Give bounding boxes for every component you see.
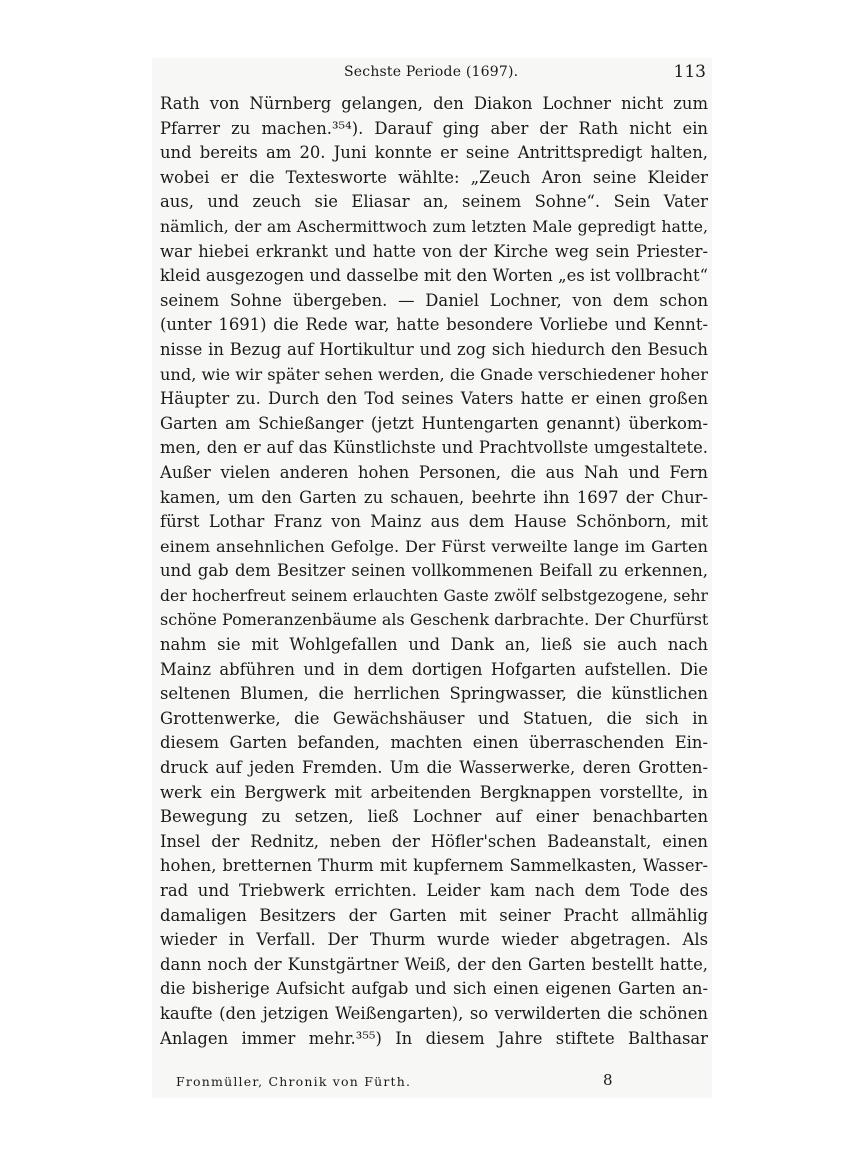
text-line: Grottenwerke, die Gewächshäuser und Statuen, die sich in <box>160 708 708 728</box>
text-line: die bisherige Aufsicht aufgab und sich einen eigenen Garten an- <box>160 979 708 999</box>
running-title: Sechste Periode (1697). <box>344 64 519 80</box>
page-number: 113 <box>673 62 706 82</box>
text-line: Rath von Nürnberg gelangen, den Diakon Lochner nicht zum <box>160 94 708 113</box>
text-line: schöne Pomeranzenbäume als Geschenk darbrachte. Der Churfürst <box>160 610 708 630</box>
text-line: Außer vielen anderen hohen Personen, die aus Nah und Fern <box>160 462 708 482</box>
text-line: kleid ausgezogen und dasselbe mit den Worten „es ist vollbracht“ <box>160 266 708 286</box>
text-line: der hocherfreut seinem erlauchten Gaste zwölf selbstgezogene, sehr <box>160 586 708 605</box>
text-line: Bewegung zu setzen, ließ Lochner auf einer benachbarten <box>160 807 708 827</box>
text-line: einem ansehnlichen Gefolge. Der Fürst verweilte lange im Garten <box>160 536 708 556</box>
text-line: seltenen Blumen, die herrlichen Springwasser, die künstlichen <box>160 684 708 704</box>
text-line: nahm sie mit Wohlgefallen und Dank an, ließ sie auch nach <box>160 635 708 655</box>
text-line: Pfarrer zu machen.³⁵⁴). Darauf ging aber der Rath nicht ein <box>160 118 708 138</box>
text-line: damaligen Besitzers der Garten mit seiner Pracht allmählig <box>160 905 708 925</box>
text-line: men, den er auf das Künstlichste und Prachtvollste umgestaltete. <box>160 438 708 458</box>
text-line: nämlich, der am Aschermittwoch zum letzten Male gepredigt hatte, <box>160 216 708 236</box>
text-line: wieder in Verfall. Der Thurm wurde wieder abgetragen. Als <box>160 930 708 950</box>
text-line: und, wie wir später sehen werden, die Gnade verschiedener hoher <box>160 364 708 384</box>
text-line: und gab dem Besitzer seinen vollkommenen Beifall zu erkennen, <box>160 561 708 581</box>
text-line: seinem Sohne übergeben. — Daniel Lochner, von dem schon <box>160 290 708 310</box>
text-line: kamen, um den Garten zu schauen, beehrte ihn 1697 der Chur- <box>160 487 708 507</box>
text-line: war hiebei erkrankt und hatte von der Kirche weg sein Priester- <box>160 241 708 261</box>
text-line: Garten am Schießanger (jetzt Huntengarten genannt) überkom- <box>160 413 708 433</box>
text-line: kaufte (den jetzigen Weißengarten), so verwilderten die schönen <box>160 1003 708 1023</box>
text-line: hohen, bretternen Thurm mit kupfernem Sammelkasten, Wasser- <box>160 856 708 876</box>
signature-mark: 8 <box>603 1071 613 1089</box>
text-line: und bereits am 20. Juni konnte er seine Antrittspredigt halten, <box>160 143 708 163</box>
text-line: Häupter zu. Durch den Tod seines Vaters hatte er einen großen <box>160 389 708 409</box>
text-line: Anlagen immer mehr.³⁵⁵) In diesem Jahre stiftete Balthasar <box>160 1028 708 1048</box>
footer-author: Fronmüller, Chronik von Fürth. <box>176 1074 412 1089</box>
body-text <box>160 92 708 1051</box>
text-line: fürst Lothar Franz von Mainz aus dem Hause Schönborn, mit <box>160 512 708 532</box>
text-line: dann noch der Kunstgärtner Weiß, der den Garten bestellt hatte, <box>160 954 708 974</box>
text-line: rad und Triebwerk errichten. Leider kam nach dem Tode des <box>160 881 708 900</box>
text-line: Mainz abführen und in dem dortigen Hofgarten aufstellen. Die <box>160 659 708 679</box>
text-line: nisse in Bezug auf Hortikultur und zog sich hiedurch den Besuch <box>160 339 708 359</box>
text-line: (unter 1691) die Rede war, hatte besondere Vorliebe und Kennt- <box>160 315 708 335</box>
text-line: diesem Garten befanden, machten einen überraschenden Ein- <box>160 733 708 753</box>
text-line: aus, und zeuch sie Eliasar an, seinem Sohne“. Sein Vater <box>160 192 708 212</box>
running-header <box>160 64 710 86</box>
text-line: werk ein Bergwerk mit arbeitenden Bergknappen vorstellte, in <box>160 782 708 802</box>
text-line: druck auf jeden Fremden. Um die Wasserwerke, deren Grotten- <box>160 758 708 778</box>
text-line: wobei er die Textesworte wählte: „Zeuch Aron seine Kleider <box>160 167 708 187</box>
text-line: Insel der Rednitz, neben der Höfler'schen Badeanstalt, einen <box>160 831 708 851</box>
page-footer <box>176 1071 626 1096</box>
